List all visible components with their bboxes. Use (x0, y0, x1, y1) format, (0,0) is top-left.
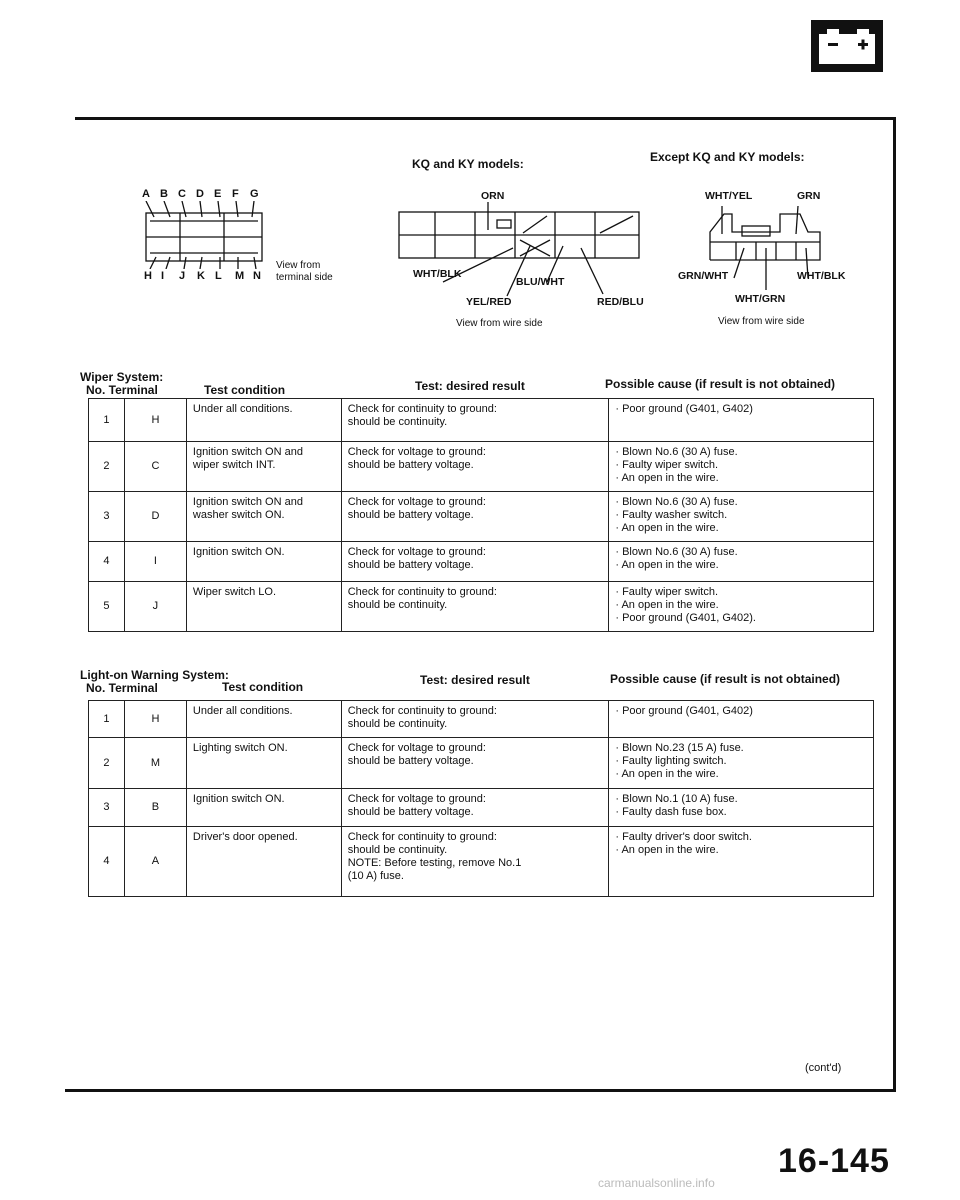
table-row (89, 738, 874, 789)
cell-line: Check for continuity to ground: (347, 586, 497, 598)
row-possible-cause (609, 582, 874, 632)
cell-line: Under all conditions. (192, 403, 293, 415)
row-possible-cause (609, 789, 874, 827)
wire-label: RED/BLU (597, 296, 644, 308)
footer-watermark: carmanualsonline.info (598, 1176, 715, 1190)
cell-line: · An open in the wire. (615, 844, 719, 856)
row-number: 4 (89, 542, 125, 582)
row-test-condition (186, 542, 341, 582)
wire-label: GRN/WHT (678, 270, 729, 282)
right-rule (893, 117, 896, 1092)
cell-line: · An open in the wire. (615, 522, 719, 534)
cell-line: should be continuity. (347, 416, 448, 428)
row-desired-result (341, 827, 609, 897)
row-terminal: A (124, 827, 186, 897)
continued-label: (cont'd) (805, 1062, 842, 1074)
row-terminal: I (124, 542, 186, 582)
row-number: 1 (89, 399, 125, 442)
row-terminal: H (124, 399, 186, 442)
row-test-condition (186, 738, 341, 789)
cell-line: should be continuity. (347, 844, 448, 856)
row-terminal: H (124, 701, 186, 738)
cell-line: should be continuity. (347, 718, 448, 730)
wire-label: WHT/BLK (797, 270, 846, 282)
column-header-possible-cause: Possible cause (if result is not obtained) (610, 672, 841, 686)
row-test-condition (186, 442, 341, 492)
pin-label: D (196, 188, 204, 200)
cell-line: Check for voltage to ground: (347, 446, 486, 458)
wire-label: YEL/RED (466, 296, 512, 308)
row-desired-result (341, 582, 609, 632)
cell-line: Wiper switch LO. (192, 586, 277, 598)
cell-line: · Blown No.6 (30 A) fuse. (615, 496, 738, 508)
cell-line: NOTE: Before testing, remove No.1 (347, 857, 522, 869)
cell-line: Under all conditions. (192, 705, 293, 717)
cell-line: should be continuity. (347, 599, 448, 611)
cell-line: · Faulty driver's door switch. (615, 831, 752, 843)
row-possible-cause (609, 738, 874, 789)
row-number: 3 (89, 492, 125, 542)
kq-connector-title: KQ and KY models: (412, 157, 524, 171)
column-header-test-condition: Test condition (222, 680, 304, 694)
cell-line: · Blown No.1 (10 A) fuse. (615, 793, 738, 805)
cell-line: Ignition switch ON. (192, 546, 285, 558)
column-header-desired-result: Test: desired result (420, 673, 530, 687)
column-header-possible-cause: Possible cause (if result is not obtained) (605, 377, 836, 391)
table-row (89, 442, 874, 492)
cell-line: Check for continuity to ground: (347, 403, 497, 415)
top-rule (75, 117, 895, 120)
cell-line: · Faulty washer switch. (615, 509, 728, 521)
row-terminal: C (124, 442, 186, 492)
row-test-condition (186, 399, 341, 442)
pin-label: L (215, 270, 222, 282)
row-possible-cause (609, 399, 874, 442)
row-desired-result (341, 789, 609, 827)
cell-line: should be battery voltage. (347, 459, 474, 471)
cell-line: washer switch ON. (192, 509, 285, 521)
row-number: 1 (89, 701, 125, 738)
light-test-table (88, 700, 874, 897)
cell-line: · Blown No.6 (30 A) fuse. (615, 546, 738, 558)
battery-icon (811, 20, 883, 72)
cell-line: Ignition switch ON. (192, 793, 285, 805)
table-row (89, 827, 874, 897)
cell-line: · Poor ground (G401, G402) (615, 705, 753, 717)
cell-line: · An open in the wire. (615, 472, 719, 484)
row-desired-result (341, 399, 609, 442)
row-desired-result (341, 442, 609, 492)
bottom-rule (65, 1089, 896, 1092)
table-row (89, 701, 874, 738)
cell-line: should be battery voltage. (347, 559, 474, 571)
row-test-condition (186, 492, 341, 542)
pin-label: I (161, 270, 165, 282)
wire-label: WHT/GRN (735, 293, 786, 305)
cell-line: · Poor ground (G401, G402) (615, 403, 753, 415)
row-number: 2 (89, 442, 125, 492)
row-desired-result (341, 738, 609, 789)
pin-label: J (179, 270, 186, 282)
cell-line: Check for continuity to ground: (347, 705, 497, 717)
row-test-condition (186, 827, 341, 897)
pin-label: B (160, 188, 168, 200)
row-test-condition (186, 701, 341, 738)
table-row (89, 789, 874, 827)
cell-line: Check for voltage to ground: (347, 546, 486, 558)
pin-label: N (253, 270, 261, 282)
cell-line: Ignition switch ON and (192, 496, 303, 508)
row-desired-result (341, 492, 609, 542)
pin-label: G (250, 188, 259, 200)
cell-line: Check for voltage to ground: (347, 793, 486, 805)
cell-line: (10 A) fuse. (347, 870, 404, 882)
cell-line: Ignition switch ON and (192, 446, 303, 458)
view-label: View from wire side (456, 318, 543, 329)
connector-left-diagram (140, 188, 350, 283)
cell-line: Driver's door opened. (192, 831, 298, 843)
table-row (89, 399, 874, 442)
row-terminal: B (124, 789, 186, 827)
view-label: terminal side (276, 272, 333, 283)
cell-line: · Blown No.6 (30 A) fuse. (615, 446, 738, 458)
view-label: View from (276, 260, 321, 271)
cell-line: should be battery voltage. (347, 755, 474, 767)
wire-label: WHT/BLK (413, 268, 462, 280)
cell-line: · An open in the wire. (615, 559, 719, 571)
row-test-condition (186, 582, 341, 632)
connector-left-drawing (140, 201, 268, 269)
pin-label: E (214, 188, 222, 200)
wire-label: BLU/WHT (516, 276, 565, 288)
cell-line: should be battery voltage. (347, 509, 474, 521)
row-possible-cause (609, 701, 874, 738)
wiper-test-table (88, 398, 874, 632)
page-number: 16-145 (778, 1142, 890, 1180)
cell-line: · Poor ground (G401, G402). (615, 612, 756, 624)
pin-label: H (144, 270, 152, 282)
pin-label: F (232, 188, 239, 200)
pin-label: M (235, 270, 245, 282)
row-terminal: M (124, 738, 186, 789)
cell-line: · Faulty wiper switch. (615, 586, 719, 598)
cell-line: Check for voltage to ground: (347, 742, 486, 754)
column-header-no-terminal: No. Terminal (86, 681, 158, 695)
table-row (89, 492, 874, 542)
cell-line: · Blown No.23 (15 A) fuse. (615, 742, 744, 754)
row-terminal: D (124, 492, 186, 542)
cell-line: should be battery voltage. (347, 806, 474, 818)
wire-label: WHT/YEL (705, 190, 753, 202)
cell-line: Lighting switch ON. (192, 742, 288, 754)
wiper-section-title: Wiper System: (80, 370, 164, 384)
view-label: View from wire side (718, 316, 805, 327)
row-number: 5 (89, 582, 125, 632)
wire-label: GRN (797, 190, 821, 202)
cell-line: Check for voltage to ground: (347, 496, 486, 508)
row-possible-cause (609, 542, 874, 582)
row-terminal: J (124, 582, 186, 632)
column-header-desired-result: Test: desired result (415, 379, 525, 393)
row-possible-cause (609, 492, 874, 542)
cell-line: · Faulty lighting switch. (615, 755, 727, 767)
cell-line: · Faulty dash fuse box. (615, 806, 727, 818)
cell-line: · Faulty wiper switch. (615, 459, 719, 471)
pin-label: C (178, 188, 186, 200)
row-number: 2 (89, 738, 125, 789)
row-test-condition (186, 789, 341, 827)
cell-line: · An open in the wire. (615, 599, 719, 611)
row-number: 3 (89, 789, 125, 827)
cell-line: Check for continuity to ground: (347, 831, 497, 843)
wire-label: ORN (481, 190, 505, 202)
cell-line: wiper switch INT. (192, 459, 276, 471)
table-row (89, 542, 874, 582)
table-row (89, 582, 874, 632)
row-desired-result (341, 542, 609, 582)
row-number: 4 (89, 827, 125, 897)
column-header-test-condition: Test condition (204, 383, 286, 397)
pin-label: K (197, 270, 205, 282)
pin-label: A (142, 188, 150, 200)
row-desired-result (341, 701, 609, 738)
except-connector-title: Except KQ and KY models: (650, 150, 805, 164)
row-possible-cause (609, 442, 874, 492)
row-possible-cause (609, 827, 874, 897)
column-header-no-terminal: No. Terminal (86, 383, 158, 397)
cell-line: · An open in the wire. (615, 768, 719, 780)
light-section-title: Light-on Warning System: (80, 668, 229, 682)
